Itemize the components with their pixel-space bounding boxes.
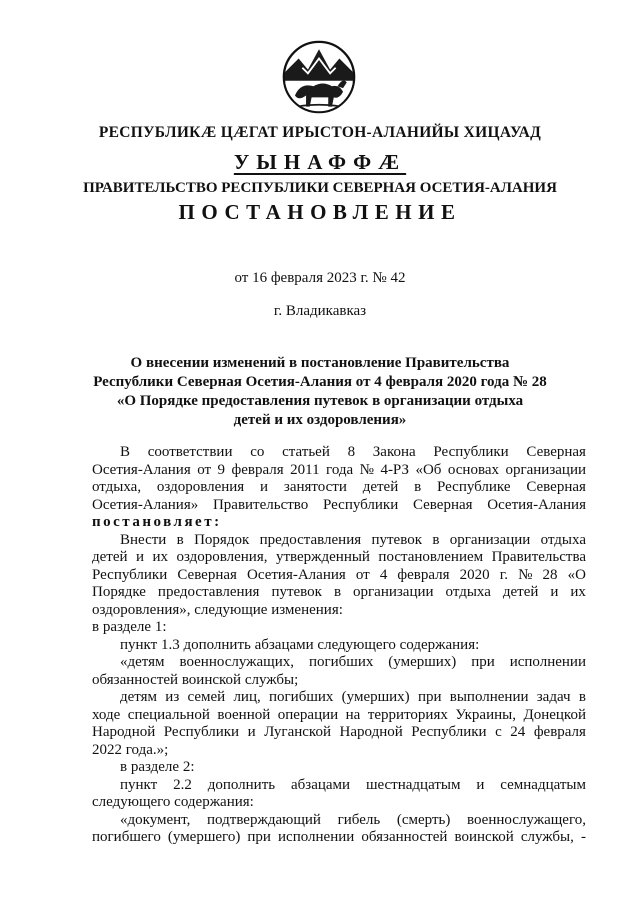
body-word: «документ, xyxy=(120,811,191,828)
coat-of-arms-icon xyxy=(282,40,356,114)
title-line: «О Порядке предоставления путевок в организации отдыха xyxy=(116,393,524,409)
body-word: г. xyxy=(499,566,508,583)
body-word: Порядок xyxy=(194,531,250,548)
title-line: детей и их оздоровления» xyxy=(233,412,407,428)
body-word: при xyxy=(471,654,495,670)
body-word: 2020 xyxy=(459,566,490,583)
body-word: со xyxy=(250,444,265,460)
body-word: специальной xyxy=(127,706,210,723)
body-line xyxy=(92,619,586,637)
body-word: февраля xyxy=(231,461,284,478)
body-line xyxy=(92,602,586,620)
body-word: 28 xyxy=(542,566,558,583)
body-word: Республики xyxy=(323,496,399,513)
body-word: военной xyxy=(217,706,271,723)
title-line: О внесении изменений в постановление Правительства xyxy=(130,355,510,371)
body-word: детей xyxy=(362,479,399,495)
body-line xyxy=(92,444,586,462)
body-word: Правительство xyxy=(212,496,309,513)
body-word: «Об xyxy=(415,461,442,478)
body-line xyxy=(92,514,586,532)
body-word: 8 xyxy=(347,444,356,460)
body-line xyxy=(92,794,586,812)
body-word: Республики xyxy=(411,724,487,740)
body-word: их xyxy=(570,584,586,600)
body-line xyxy=(92,549,586,567)
body-word: шестнадцатым xyxy=(365,776,461,793)
body-word: гибель xyxy=(337,811,381,828)
body-word: детям xyxy=(120,689,158,705)
body-word: занятости xyxy=(283,479,347,495)
body-word: воинской xyxy=(454,829,514,845)
body-word: при xyxy=(417,689,442,705)
body-word: оздоровления xyxy=(156,479,245,495)
body-word: и xyxy=(550,584,559,600)
body-word: погибшего xyxy=(92,829,161,845)
body-word: В xyxy=(120,444,131,460)
body-line xyxy=(92,532,586,550)
body-word: и xyxy=(260,479,269,495)
body-word: подтверждающий xyxy=(207,811,321,828)
body-word: статьей xyxy=(282,444,330,460)
body-text: оздоровления», следующие изменения: xyxy=(92,601,343,618)
body-word: «детям xyxy=(120,654,165,670)
body-line xyxy=(92,829,586,847)
body-line xyxy=(92,654,586,672)
body-word: (умерших) xyxy=(341,689,410,705)
body-word: Украины, xyxy=(455,706,516,723)
body-word: организации xyxy=(505,461,586,478)
body-word: соответствии xyxy=(147,444,233,460)
body-line xyxy=(92,462,586,480)
body-word: и xyxy=(135,549,145,565)
city-name: г. Владикавказ xyxy=(273,303,367,319)
body-word: Осетия-Алания xyxy=(92,461,191,478)
body-word: 9 xyxy=(217,461,226,478)
body-word: отдыха xyxy=(540,531,586,548)
body-word: лиц, xyxy=(233,689,261,705)
body-word: Северная xyxy=(526,479,586,495)
body-line xyxy=(92,759,586,777)
body-line xyxy=(92,497,586,515)
body-word: предоставления xyxy=(157,584,260,600)
body-line xyxy=(92,479,586,497)
decree-date: от 16 февраля 2023 г. № 42 xyxy=(234,270,406,286)
body-word: постановлением xyxy=(378,549,484,565)
body-line xyxy=(92,584,586,602)
body-word: февраля xyxy=(533,724,586,740)
body-line xyxy=(92,567,586,585)
body-word: и xyxy=(476,776,485,793)
body-word: в xyxy=(414,479,422,495)
body-word: задач xyxy=(536,689,571,705)
body-text: постановляет: xyxy=(92,514,222,530)
body-word: военнослужащих, xyxy=(179,654,295,670)
body-word: 2011 xyxy=(290,461,320,478)
body-line xyxy=(92,777,586,795)
body-word: (умерших) xyxy=(388,654,457,670)
body-word: Луганской xyxy=(264,724,331,740)
body-word: № xyxy=(359,461,374,478)
body-word: Осетия-Алания xyxy=(247,566,346,583)
decree-heading-ossetian: УЫНАФФӔ xyxy=(233,150,407,174)
government-header: ПРАВИТЕЛЬСТВО РЕСПУБЛИКИ СЕВЕРНАЯ ОСЕТИЯ-АЛАНИЯ xyxy=(83,180,557,196)
body-word: Народной xyxy=(339,724,403,740)
body-word: детей xyxy=(502,584,539,600)
body-word: обязанностей xyxy=(361,829,448,845)
body-word: Закона xyxy=(372,444,416,460)
body-word: Осетия-Алания xyxy=(487,496,586,513)
body-word: 4 xyxy=(379,566,388,583)
body-word: (умершего) xyxy=(167,829,241,845)
body-word: и xyxy=(247,724,256,740)
body-word: путевок xyxy=(371,531,422,548)
body-word: 4-РЗ xyxy=(380,461,409,478)
body-word: предоставления xyxy=(259,531,362,548)
body-word: отдыха, xyxy=(92,479,142,495)
body-word: Порядке xyxy=(92,584,146,600)
body-line xyxy=(92,724,586,742)
title-line: Республики Северная Осетия-Алания от 4 февраля 2020 года № 28 xyxy=(93,374,547,390)
body-line xyxy=(92,637,586,655)
body-word: абзацами xyxy=(290,776,351,793)
body-word: организации xyxy=(449,531,531,548)
body-word: Северная xyxy=(412,496,473,513)
body-word: (смерть) xyxy=(396,811,451,828)
body-word: с xyxy=(495,724,502,740)
body-word: погибших xyxy=(268,689,334,705)
body-text: в разделе 2: xyxy=(120,759,195,775)
body-word: пункт xyxy=(120,776,158,793)
decree-title xyxy=(0,354,640,430)
body-word: операции xyxy=(277,706,339,723)
body-word: в xyxy=(176,531,184,548)
body-word: Внести xyxy=(120,531,167,548)
body-word: их xyxy=(152,549,168,565)
body-line xyxy=(92,689,586,707)
body-line xyxy=(92,672,586,690)
body-text: 2022 года.»; xyxy=(92,741,169,758)
body-text: в разделе 1: xyxy=(92,619,167,635)
body-word: в xyxy=(578,689,586,705)
body-word: территориях xyxy=(367,706,448,723)
body-word: февраля xyxy=(397,566,450,583)
republic-header-ossetian: РЕСПУБЛИКӔ ЦӔГАТ ИРЫСТОН-АЛАНИЙЫ ХИЦАУАД xyxy=(98,124,542,141)
body-word: детей xyxy=(92,549,128,565)
body-word: Донецкой xyxy=(523,706,586,723)
body-word: Республике xyxy=(436,479,511,495)
body-word: года xyxy=(326,461,354,478)
body-word: на xyxy=(345,706,361,723)
body-word: при xyxy=(247,829,271,845)
body-word: № xyxy=(518,566,533,583)
body-word: Республики xyxy=(163,724,240,740)
body-word: дополнить xyxy=(207,776,276,793)
body-word: утвержденный xyxy=(275,549,370,565)
body-word: «О xyxy=(567,566,586,583)
body-word: - xyxy=(580,829,586,845)
body-word: Северная xyxy=(526,444,586,460)
body-line xyxy=(92,742,586,760)
body-word: путевок xyxy=(271,584,322,600)
body-text: пункт 1.3 дополнить абзацами следующего содержания: xyxy=(120,636,480,653)
body-word: семей xyxy=(187,689,226,705)
body-word: организации xyxy=(353,584,434,600)
body-word: Осетия-Алания» xyxy=(92,496,199,513)
body-word: 2.2 xyxy=(173,776,192,793)
body-word: из xyxy=(165,689,180,705)
body-text: следующего содержания: xyxy=(92,794,254,810)
body-word: службы, xyxy=(520,829,574,845)
body-word: семнадцатым xyxy=(500,776,586,793)
body-word: основах xyxy=(447,461,499,478)
body-word: от xyxy=(355,566,370,583)
body-word: Народной xyxy=(92,724,156,740)
body-word: в xyxy=(432,531,440,548)
body-word: отдыха xyxy=(445,584,491,600)
body-word: Северная xyxy=(177,566,237,583)
body-word: 24 xyxy=(510,724,526,740)
body-line xyxy=(92,812,586,830)
body-word: в xyxy=(333,584,342,600)
body-word: Республики xyxy=(433,444,509,460)
body-word: военнослужащего, xyxy=(467,811,586,828)
body-word: Правительства xyxy=(491,549,586,565)
body-word: исполнении xyxy=(509,654,586,670)
body-text: обязанностей воинской службы; xyxy=(92,671,299,688)
body-word: Республики xyxy=(92,566,168,583)
body-word: выполнении xyxy=(449,689,529,705)
body-word: исполнении xyxy=(278,829,355,845)
decree-body xyxy=(92,444,586,847)
body-word: оздоровления, xyxy=(176,549,268,565)
body-word: от xyxy=(197,461,212,478)
body-word: ходе xyxy=(92,706,121,723)
body-line xyxy=(92,707,586,725)
body-word: погибших xyxy=(308,654,374,670)
decree-heading: ПОСТАНОВЛЕНИЕ xyxy=(178,200,462,224)
